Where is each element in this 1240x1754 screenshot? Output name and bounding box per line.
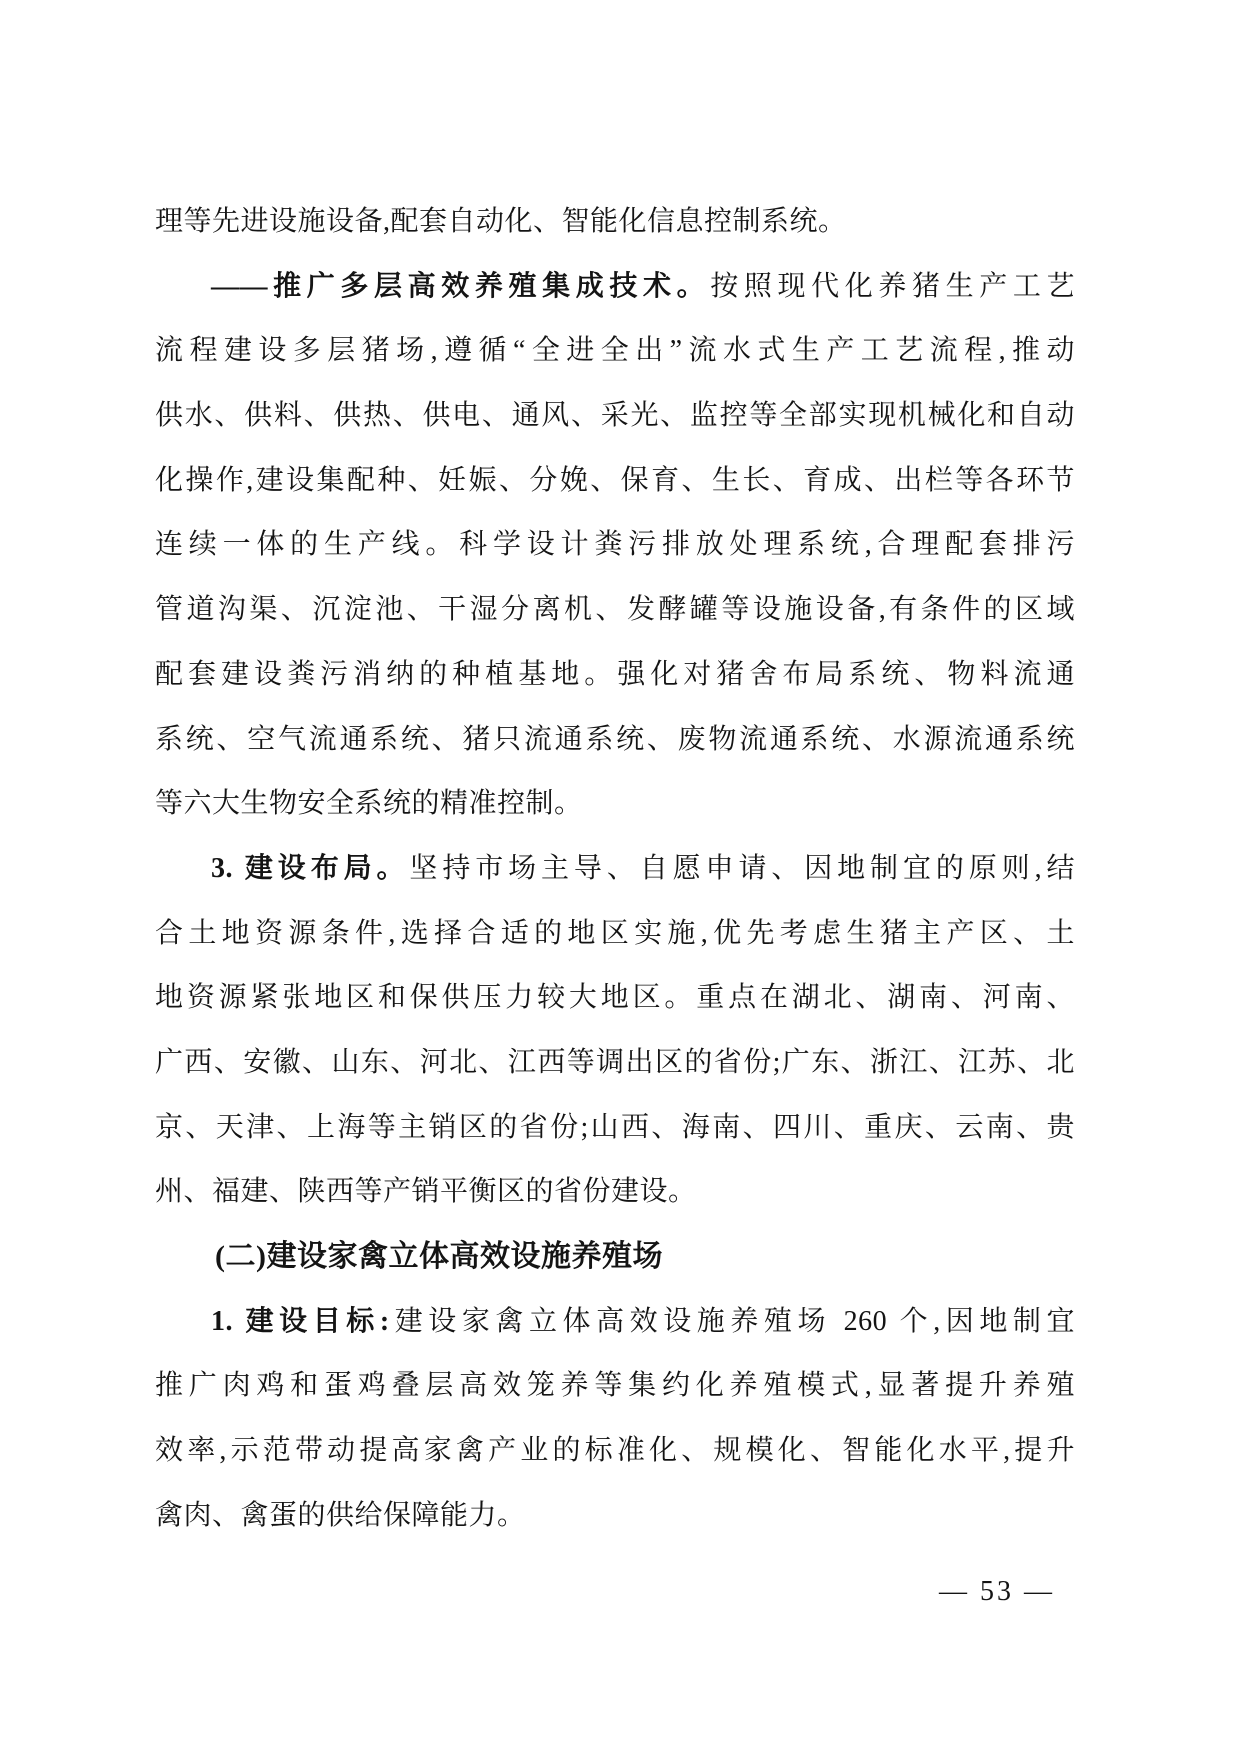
section-heading: [155, 1225, 1075, 1290]
body-text: 州、福建、陕西等产销平衡区的省份建设。: [155, 1176, 697, 1208]
body-text: 管道沟渠、沉淀池、干湿分离机、发酵罐等设施设备,有条件的区域: [155, 594, 1075, 626]
text-line: [155, 319, 1075, 384]
text-line: [155, 1031, 1075, 1096]
text-line: [155, 643, 1075, 708]
body-text: 广西、安徽、山东、河北、江西等调出区的省份;广东、浙江、江苏、北: [155, 1046, 1075, 1078]
body-text: 禽肉、禽蛋的供给保障能力。: [155, 1499, 526, 1531]
text-line: [155, 1160, 1075, 1225]
text-line: [155, 1096, 1075, 1161]
body-text: 等六大生物安全系统的精准控制。: [155, 788, 583, 820]
emphasis-text: (二)建设家禽立体高效设施养殖场: [215, 1240, 663, 1273]
text-line: [155, 578, 1075, 643]
text-line: [155, 513, 1075, 578]
text-line: [155, 902, 1075, 967]
body-text: 连续一体的生产线。科学设计粪污排放处理系统,合理配套排污: [155, 529, 1075, 561]
text-line: [155, 190, 1075, 255]
body-text: 建设家禽立体高效设施养殖场 260 个,因地制宜: [389, 1305, 1075, 1337]
text-line: [155, 837, 1075, 902]
text-line: [155, 449, 1075, 514]
emphasis-text: 1. 建设目标:: [211, 1305, 390, 1337]
page-number: — 53 —: [939, 1576, 1055, 1607]
emphasis-text: ——推广多层高效养殖集成技术。: [211, 270, 711, 302]
body-text: 坚持市场主导、自愿申请、因地制宜的原则,结: [409, 852, 1075, 884]
body-text: 效率,示范带动提高家禽产业的标准化、规模化、智能化水平,提升: [155, 1435, 1075, 1467]
body-text: 京、天津、上海等主销区的省份;山西、海南、四川、重庆、云南、贵: [155, 1111, 1075, 1143]
body-text: 地资源紧张地区和保供压力较大地区。重点在湖北、湖南、河南、: [155, 982, 1075, 1014]
body-text: 按照现代化养猪生产工艺: [710, 270, 1075, 302]
text-line: [155, 1290, 1075, 1355]
body-text: 理等先进设施设备,配套自动化、智能化信息控制系统。: [155, 206, 847, 237]
text-line: [155, 1484, 1075, 1549]
body-text: 推广肉鸡和蛋鸡叠层高效笼养等集约化养殖模式,显著提升养殖: [155, 1370, 1075, 1402]
body-text: 配套建设粪污消纳的种植基地。强化对猪舍布局系统、物料流通: [155, 658, 1075, 690]
text-line: [155, 384, 1075, 449]
body-text: 流程建设多层猪场,遵循“全进全出”流水式生产工艺流程,推动: [155, 335, 1075, 367]
text-line: [155, 1419, 1075, 1484]
body-text: 供水、供料、供热、供电、通风、采光、监控等全部实现机械化和自动: [155, 400, 1075, 432]
text-line: [155, 708, 1075, 773]
text-line: [155, 772, 1075, 837]
text-line: [155, 255, 1075, 320]
body-text: 化操作,建设集配种、妊娠、分娩、保育、生长、育成、出栏等各环节: [155, 464, 1075, 496]
body-text: 合土地资源条件,选择合适的地区实施,优先考虑生猪主产区、土: [155, 917, 1075, 949]
emphasis-text: 3. 建设布局。: [211, 852, 410, 884]
document-body: [155, 190, 1075, 1548]
text-line: [155, 1354, 1075, 1419]
text-line: [155, 966, 1075, 1031]
body-text: 系统、空气流通系统、猪只流通系统、废物流通系统、水源流通系统: [155, 723, 1075, 755]
